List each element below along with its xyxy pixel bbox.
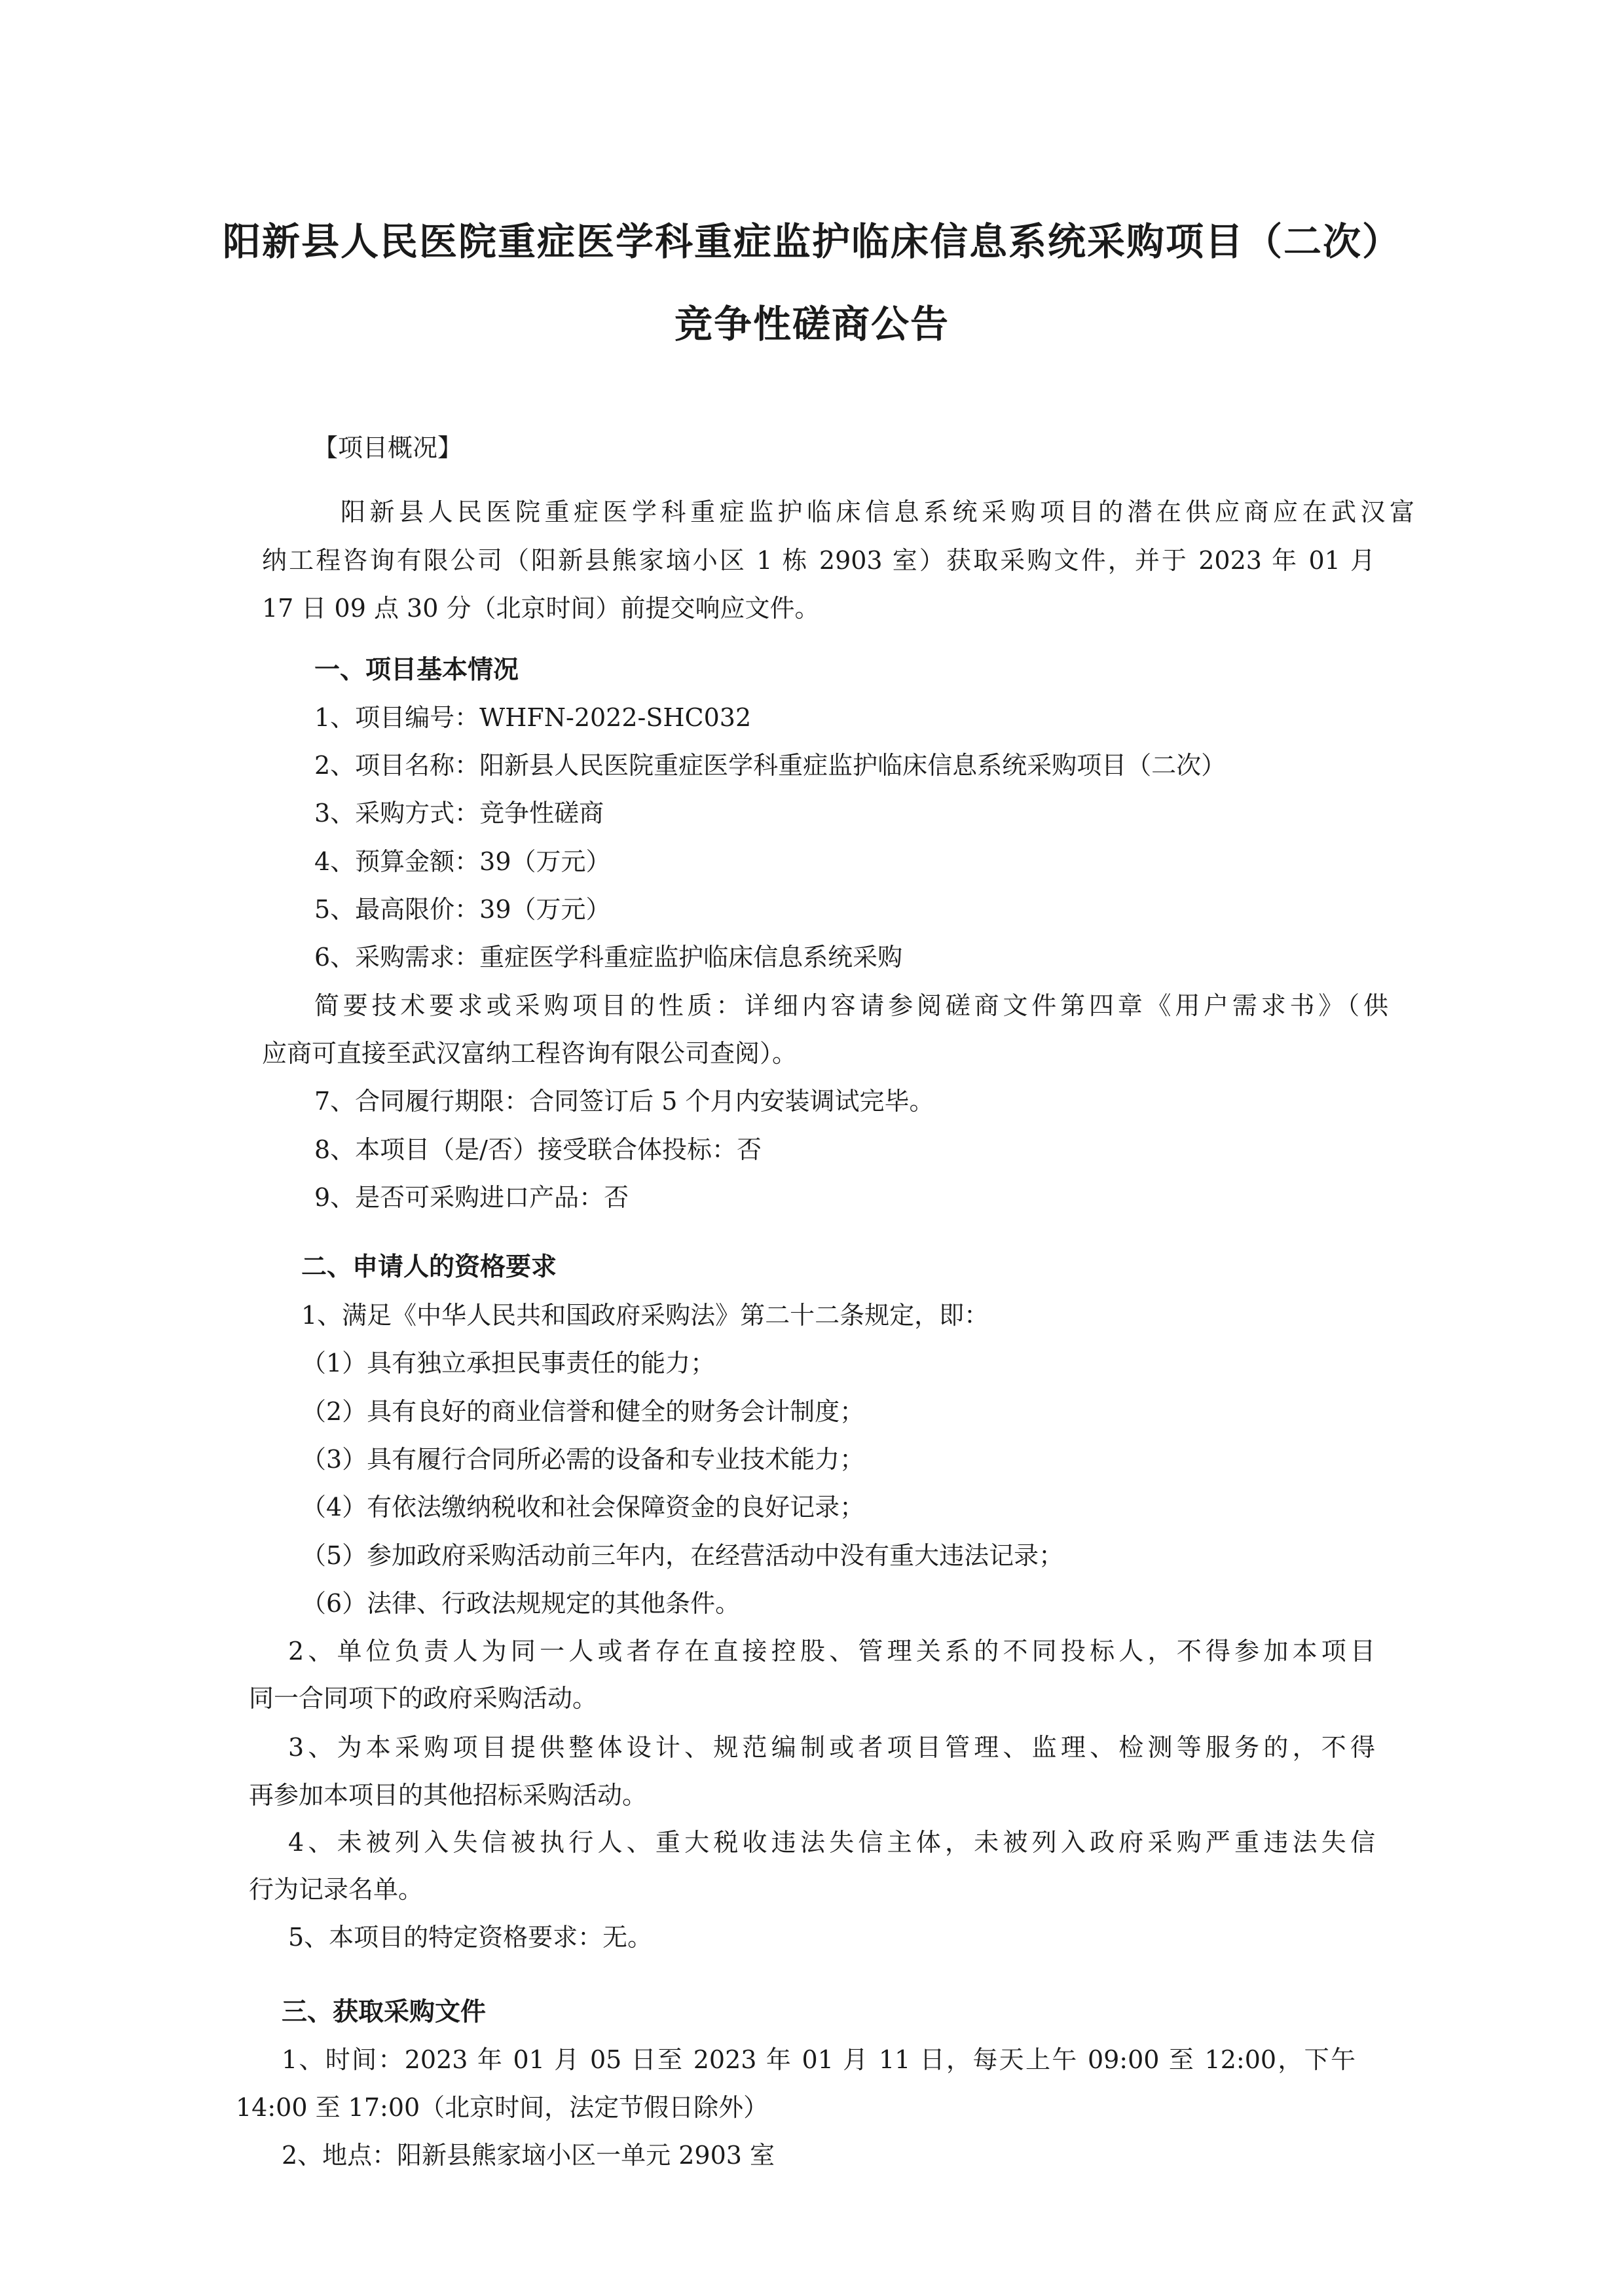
- section1-item-3: 3、采购方式：竞争性磋商: [314, 799, 604, 828]
- section1-item-4: 4、预算金额：39（万元）: [314, 847, 611, 876]
- overview-heading: 【项目概况】: [313, 433, 463, 462]
- section1-item-9: 9、是否可采购进口产品：否: [314, 1183, 629, 1212]
- section2-sub-4: （4）有依法缴纳税收和社会保障资金的良好记录；: [301, 1493, 865, 1522]
- section1-heading: 一、项目基本情况: [314, 655, 519, 685]
- section1-item-6: 6、采购需求：重症医学科重症监护临床信息系统采购: [314, 943, 903, 972]
- section3-item-1-line-1: 1、时间：2023 年 01 月 05 日至 2023 年 01 月 11 日，每天上午 09:00 至 12:00，下午: [282, 2045, 1356, 2074]
- section2-sub-5: （5）参加政府采购活动前三年内，在经营活动中没有重大违法记录；: [301, 1541, 1064, 1570]
- section2-item-4-line-1: 4、未被列入失信被执行人、重大税收违法失信主体，未被列入政府采购严重违法失信: [288, 1828, 1375, 1857]
- section2-sub-6: （6）法律、行政法规规定的其他条件。: [301, 1589, 741, 1618]
- section3-heading: 三、获取采购文件: [282, 1997, 487, 2027]
- section2-item-2-line-2: 同一合同项下的政府采购活动。: [249, 1684, 598, 1713]
- section3-item-2: 2、地点：阳新县熊家垴小区一单元 2903 室: [282, 2141, 775, 2170]
- section2-item-4-line-2: 行为记录名单。: [249, 1875, 424, 1904]
- section2-sub-2: （2）具有良好的商业信誉和健全的财务会计制度；: [301, 1397, 865, 1426]
- section2-item-2-line-1: 2、单位负责人为同一人或者存在直接控股、管理关系的不同投标人，不得参加本项目: [288, 1637, 1375, 1666]
- section3-item-1-line-2: 14:00 至 17:00（北京时间，法定节假日除外）: [236, 2093, 769, 2122]
- section2-heading: 二、申请人的资格要求: [301, 1252, 557, 1282]
- overview-line-1: 阳新县人民医院重症医学科重症监护临床信息系统采购项目的潜在供应商应在武汉富: [341, 498, 1414, 526]
- section2-sub-1: （1）具有独立承担民事责任的能力；: [301, 1349, 716, 1377]
- document-title-line1: 阳新县人民医院重症医学科重症监护临床信息系统采购项目（二次）: [222, 219, 1401, 264]
- overview-line-3: 17 日 09 点 30 分（北京时间）前提交响应文件。: [262, 594, 820, 623]
- section2-item-5: 5、本项目的特定资格要求：无。: [288, 1923, 653, 1952]
- section1-item-1: 1、项目编号：WHFN-2022-SHC032: [314, 703, 752, 732]
- section1-item-5: 5、最高限价：39（万元）: [314, 895, 611, 924]
- section1-item-6-note-line-1: 简要技术要求或采购项目的性质：详细内容请参阅磋商文件第四章《用户需求书》（供: [314, 991, 1388, 1020]
- section1-item-2: 2、项目名称：阳新县人民医院重症医学科重症监护临床信息系统采购项目（二次）: [314, 751, 1227, 780]
- section2-item-1: 1、满足《中华人民共和国政府采购法》第二十二条规定，即：: [301, 1301, 989, 1330]
- section2-item-3-line-1: 3、为本采购项目提供整体设计、规范编制或者项目管理、监理、检测等服务的，不得: [288, 1733, 1375, 1762]
- overview-line-2: 纳工程咨询有限公司（阳新县熊家垴小区 1 栋 2903 室）获取采购文件，并于 2023 年 01 月: [262, 546, 1375, 575]
- section1-item-6-note-line-2: 应商可直接至武汉富纳工程咨询有限公司查阅）。: [262, 1039, 798, 1068]
- section1-item-8: 8、本项目（是/否）接受联合体投标：否: [314, 1135, 762, 1164]
- document-title-line2: 竞争性磋商公告: [674, 302, 950, 346]
- section1-item-7: 7、合同履行期限：合同签订后 5 个月内安装调试完毕。: [314, 1087, 934, 1116]
- section2-sub-3: （3）具有履行合同所必需的设备和专业技术能力；: [301, 1445, 865, 1474]
- section2-item-3-line-2: 再参加本项目的其他招标采购活动。: [249, 1781, 648, 1810]
